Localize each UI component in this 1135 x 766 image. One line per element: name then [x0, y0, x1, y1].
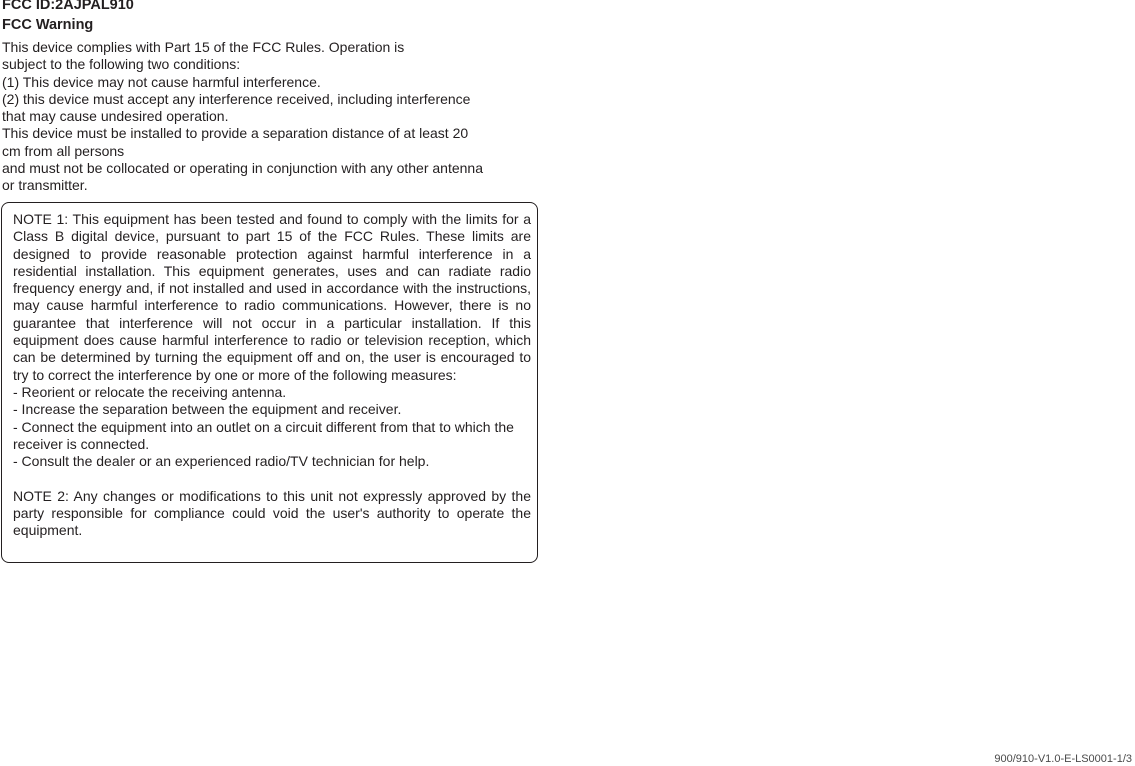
fcc-id: FCC ID:2AJPAL910	[2, 0, 134, 13]
measure-item: - Consult the dealer or an experienced radio/TV technician for help.	[13, 453, 430, 470]
note-1: NOTE 1: This equipment has been tested and found to comply with the limits for a Class B digital device, pursuant to part 15 of the FCC Rules. These limits are designed to provide reasonable protection against harmful interference in a residential installation. This equipment generates, uses and can radiate radio frequency energy and, if not installed and used in accordance with the instructions, may cause harmful interference to radio communications. However, there is no guarantee that interference will not occur in a particular installation. If this equipment does cause harmful interference to radio or television reception, which can be determined by turning the equipment off and on, the user is encouraged to try to correct the interference by one or more of the following measures:	[13, 211, 531, 383]
warning-line: This device must be installed to provide a separation distance of at least 20	[2, 125, 469, 142]
warning-line: or transmitter.	[2, 177, 88, 194]
measure-item: - Increase the separation between the equipment and receiver.	[13, 401, 402, 418]
fcc-warning-text	[2, 39, 542, 195]
warning-line: and must not be collocated or operating in conjunction with any other antenna	[2, 160, 483, 177]
notes-text	[13, 211, 531, 540]
fcc-warning-title: FCC Warning	[2, 17, 94, 33]
warning-line: (2) this device must accept any interference received, including interference	[2, 90, 471, 107]
warning-line: (1) This device may not cause harmful interference.	[2, 73, 321, 90]
warning-line: that may cause undesired operation.	[2, 108, 229, 125]
warning-line: This device complies with Part 15 of the FCC Rules. Operation is	[2, 39, 405, 55]
notes-box	[1, 202, 538, 563]
measure-item: - Reorient or relocate the receiving antenna.	[13, 383, 287, 400]
measure-item: - Connect the equipment into an outlet on a circuit different from that to which the receiver is connected.	[13, 418, 514, 452]
note-2: NOTE 2: Any changes or modifications to this unit not expressly approved by the party responsible for compliance could void the user's authority to operate the equipment.	[13, 487, 531, 539]
warning-line: cm from all persons	[2, 142, 125, 159]
document-code: 900/910-V1.0-E-LS0001-1/3	[994, 753, 1132, 765]
warning-line: subject to the following two conditions:	[2, 56, 241, 73]
